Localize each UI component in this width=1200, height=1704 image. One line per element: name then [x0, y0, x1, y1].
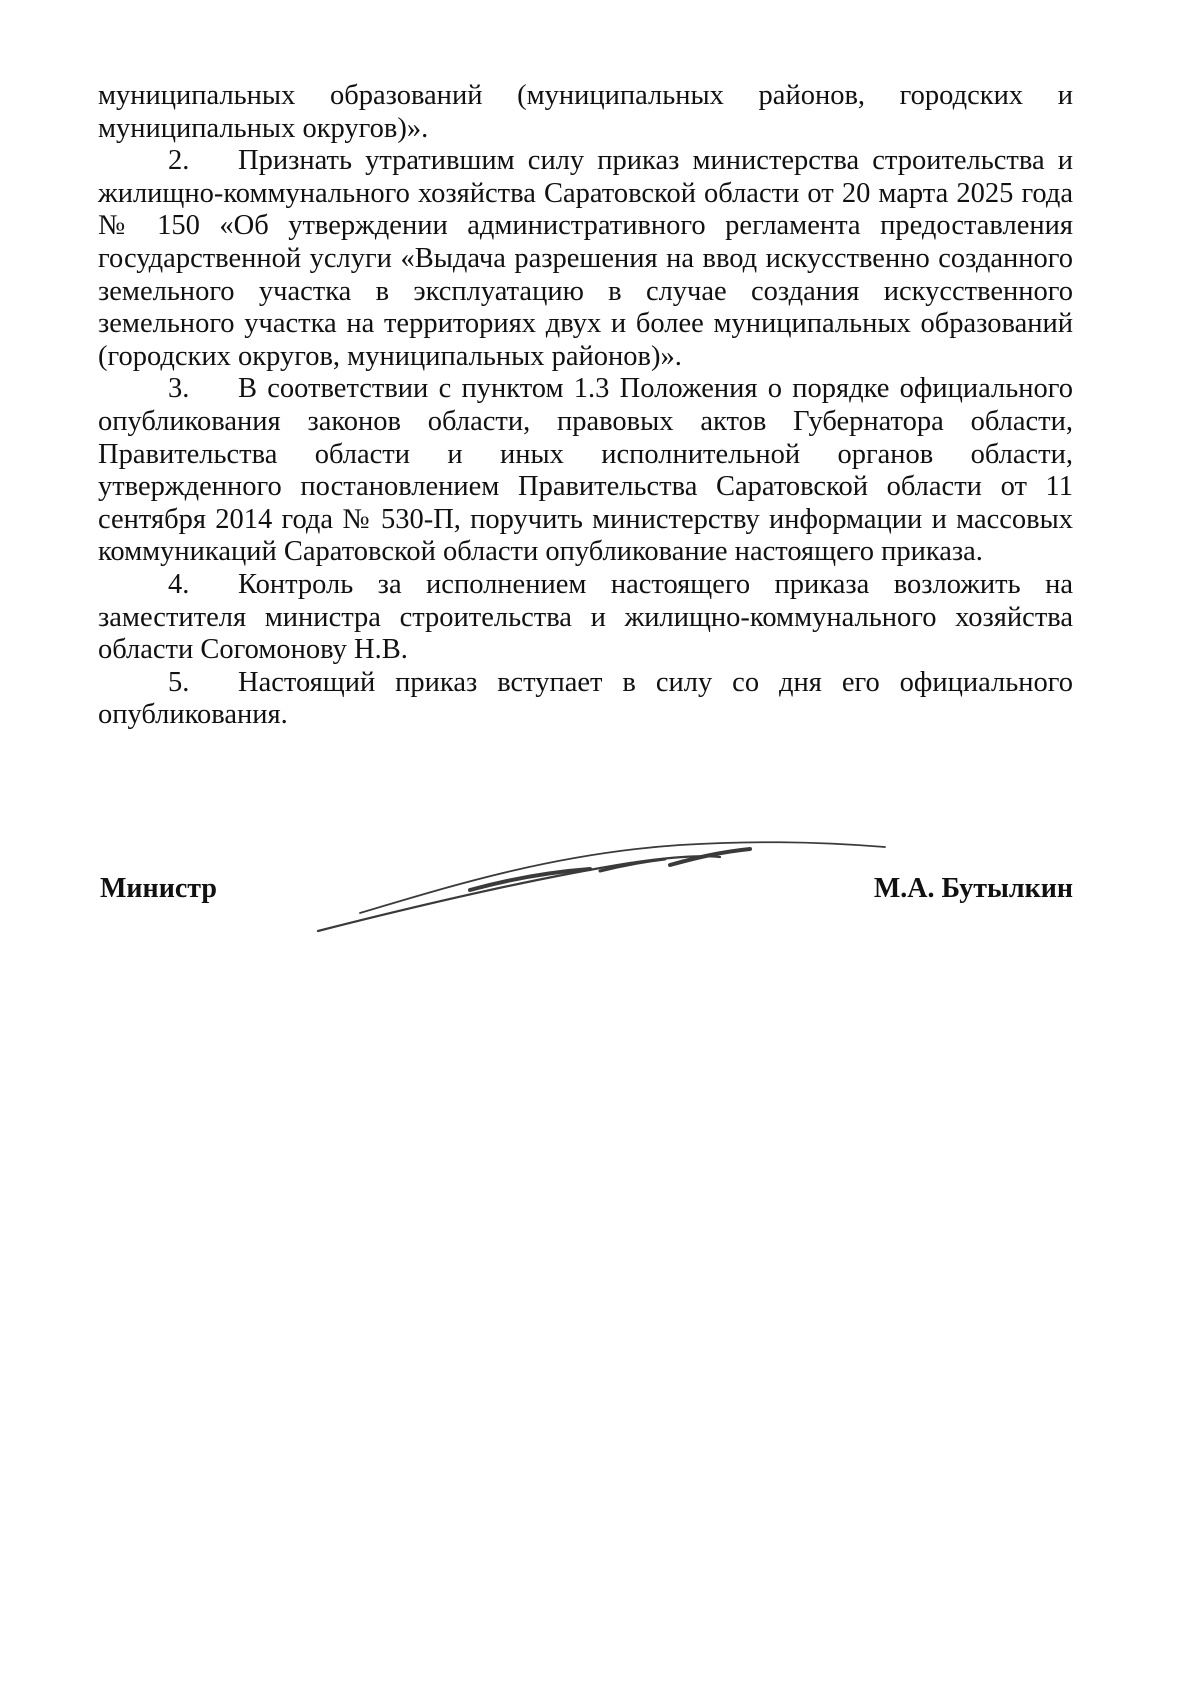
- paragraph-number: 4.: [168, 568, 190, 600]
- paragraph-text: Признать утратившим силу приказ министерства строительства и жилищно-коммунального хозяйства Саратовской области от 20 марта 2025 года № 150 «Об утверждении административного регламента предоставления государственной услуги «Выдача разрешения на ввод искусственно созданного земельного участка в эксплуатацию в случае создания искусственного земельного участка на территориях двух и более муниципальных образований (городских округов, муниципальных районов)».: [98, 145, 1073, 372]
- scan-edge-top: [0, 0, 1200, 3]
- paragraph-item-2: [98, 145, 1073, 373]
- paragraph-item-3: [98, 373, 1073, 569]
- paragraph-number: 2.: [168, 145, 190, 177]
- paragraph-item-5: [98, 667, 1073, 732]
- signature-block: [98, 873, 1073, 913]
- signer-title: Министр: [100, 873, 217, 904]
- paragraph-item-4: [98, 569, 1073, 667]
- paragraph-text: Контроль за исполнением настоящего приказа возложить на заместителя министра строительства и жилищно-коммунального хозяйства области Согомонову Н.В.: [98, 568, 1073, 666]
- paragraph-text: муниципальных образований (муниципальных районов, городских и муниципальных округов)».: [98, 80, 1073, 144]
- paragraph-continuation: [98, 80, 1073, 145]
- scan-edge-left: [0, 0, 3, 1704]
- paragraph-text: Настоящий приказ вступает в силу со дня его официального опубликования.: [98, 666, 1073, 731]
- paragraph-number: 3.: [168, 373, 190, 405]
- signature-stroke-dash-2: [600, 859, 665, 871]
- signer-name: М.А. Бутылкин: [873, 873, 1073, 904]
- paragraph-text: В соответствии с пунктом 1.3 Положения о порядке официального опубликования законов области, правовых актов Губернатора области, Правительства области и иных исполнительной органов области, утвержденного постановлением Правительства Саратовской области от 11 сентября 2014 года № 530-П, поручить министерству информации и массовых коммуникаций Саратовской области опубликование настоящего приказа.: [98, 373, 1073, 568]
- paragraph-number: 5.: [168, 666, 190, 698]
- document-body: [98, 80, 1073, 732]
